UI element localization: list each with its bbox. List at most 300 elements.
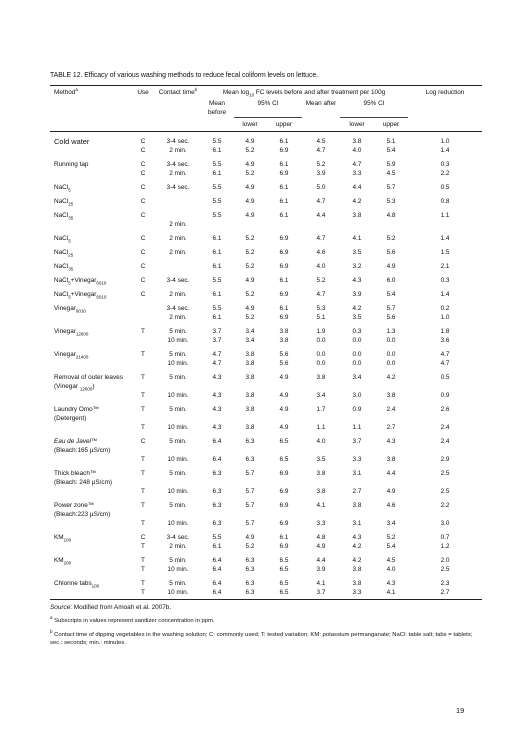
cell-t: 10 min. [167, 565, 189, 573]
cell-u1: 6.9 [279, 542, 289, 550]
source-note: Source: Modified from Amoah et al. 2007b. [50, 603, 172, 611]
cell-ma: 4.7 [316, 290, 326, 298]
cell-lr: 0.9 [440, 391, 450, 399]
cell-ma: 4.4 [316, 211, 326, 219]
cell-mb: 5.5 [212, 183, 222, 191]
cell-ma: 3.4 [316, 391, 326, 399]
cell-t [156, 414, 200, 423]
cell-u2: 3.4 [386, 519, 396, 527]
cell-l2: 4.0 [352, 146, 362, 154]
cell-u2: 4.9 [386, 487, 396, 495]
cell-l2: 4.3 [352, 276, 362, 284]
cell-use [130, 336, 156, 345]
cell-t [156, 257, 200, 271]
method-cell: NaCl$_5$ [54, 183, 71, 192]
cell-ma: 0.0 [316, 350, 326, 358]
cell-u1: 4.9 [279, 391, 289, 399]
method-cell: NaCl$_{35}$ [54, 211, 74, 220]
cell-l2: 3.8 [352, 565, 362, 573]
table-row [50, 478, 482, 487]
cell-u2 [374, 414, 408, 423]
page-number: 19 [456, 706, 465, 715]
cell-lr: 2.3 [440, 579, 450, 587]
cell-ma [302, 510, 340, 519]
cell-l2: 4.3 [352, 533, 362, 541]
document-page [50, 72, 482, 647]
cell-use: T [130, 588, 156, 600]
cell-ma: 5.3 [316, 304, 326, 312]
cell-t: 10 min. [167, 359, 189, 367]
cell-lr [408, 478, 482, 487]
cell-l1 [234, 382, 266, 391]
cell-u2: 1.3 [386, 327, 396, 335]
cell-ma: 4.8 [316, 533, 326, 541]
header-method: Method$^a$ [50, 86, 130, 98]
cell-ma: 4.9 [316, 542, 326, 550]
cell-u2: 4.3 [386, 437, 396, 445]
cell-u1: 6.5 [279, 437, 289, 445]
header-contact-time: Contact time$^b$ [156, 86, 200, 98]
cell-l2: 3.8 [352, 137, 362, 145]
cell-use: T [141, 519, 145, 527]
cell-u2: 5.7 [386, 183, 396, 191]
cell-l2: 2.7 [352, 487, 362, 495]
cell-u1: 6.5 [279, 556, 289, 564]
cell-t [156, 446, 200, 455]
cell-mb: 6.4 [212, 556, 222, 564]
header-lower-before: lower [234, 117, 266, 131]
cell-ma [302, 382, 340, 391]
cell-ma: 1.1 [316, 423, 326, 431]
table-row [50, 271, 482, 285]
cell-l1: 3.8 [245, 391, 255, 399]
cell-lr: 4.7 [440, 359, 450, 367]
table-row [50, 510, 482, 519]
cell-l2: 3.0 [352, 391, 362, 399]
method-cell: (Vinegar $_{12600}$) [54, 382, 95, 391]
cell-u2: 4.8 [386, 211, 396, 219]
cell-lr: 2.4 [440, 423, 450, 431]
washing-methods-table [50, 85, 482, 600]
cell-t: 2 min. [169, 248, 187, 256]
cell-u1: 6.9 [279, 248, 289, 256]
cell-l1: 6.3 [234, 588, 266, 600]
cell-use: T [141, 391, 145, 399]
cell-ma: 4.1 [316, 501, 326, 509]
cell-ma: 3.9 [316, 169, 326, 177]
cell-lr [408, 414, 482, 423]
cell-ma: 0.0 [316, 359, 326, 367]
cell-l1: 5.2 [245, 146, 255, 154]
method-cell: NaCl$_5$+Vinegar$_{6010}$ [54, 290, 107, 299]
cell-u1: 6.9 [279, 501, 289, 509]
cell-mb [200, 510, 234, 519]
cell-t: 2 min. [169, 234, 187, 242]
cell-l1: 5.7 [245, 501, 255, 509]
cell-ma: 4.7 [316, 146, 326, 154]
cell-lr: 1.0 [440, 313, 450, 321]
cell-mb: 4.7 [212, 350, 222, 358]
method-cell [50, 220, 130, 229]
method-cell [50, 519, 130, 528]
cell-use [130, 313, 156, 322]
cell-lr: 4.7 [440, 350, 450, 358]
cell-t: 3-4 sec. [166, 137, 190, 145]
cell-l2: 3.9 [352, 290, 362, 298]
method-cell [50, 487, 130, 496]
cell-use: T [141, 423, 145, 431]
cell-ma: 3.9 [316, 565, 326, 573]
cell-u2 [374, 220, 408, 229]
method-cell: Chlorine tabs$_{100}$ [54, 579, 100, 588]
cell-use [130, 382, 156, 391]
cell-ma: 1.7 [316, 405, 326, 413]
cell-lr: 0.2 [440, 304, 450, 312]
method-cell [50, 455, 130, 464]
cell-u2: 5.2 [386, 234, 396, 242]
header-ci-before: 95% CI [234, 97, 302, 117]
cell-t [156, 478, 200, 487]
cell-use: C [140, 197, 146, 205]
cell-lr: 1.4 [440, 234, 450, 242]
method-cell: Vinegar$_{21400}$ [54, 350, 89, 359]
cell-t: 10 min. [167, 336, 189, 344]
cell-t: 5 min. [169, 350, 187, 358]
cell-mb [200, 414, 234, 423]
cell-l1: 6.3 [245, 579, 255, 587]
method-cell [50, 588, 130, 600]
cell-u2: 5.4 [386, 542, 396, 550]
cell-mb: 5.5 [212, 533, 222, 541]
cell-u2: 5.4 [386, 146, 396, 154]
cell-lr: 1.1 [440, 211, 450, 219]
header-log-reduction: Log reduction [408, 86, 482, 98]
table-row [50, 542, 482, 551]
method-cell: $KM_{200}$ [54, 556, 72, 565]
cell-u2: 4.9 [386, 262, 396, 270]
cell-lr: 2.5 [440, 469, 450, 477]
method-cell [50, 359, 130, 368]
cell-ma: 5.2 [316, 160, 326, 168]
cell-u1: 5.6 [279, 350, 289, 358]
cell-l1: 6.3 [245, 437, 255, 445]
cell-mb: 6.1 [212, 146, 222, 154]
cell-t: 5 min. [169, 327, 187, 335]
cell-l2 [340, 510, 374, 519]
cell-l2: 3.5 [352, 248, 362, 256]
cell-l2: 3.3 [352, 455, 362, 463]
cell-l2: 4.2 [352, 304, 362, 312]
cell-ma: 3.5 [316, 455, 326, 463]
cell-ma: 0.0 [316, 336, 326, 344]
cell-ma: 4.7 [316, 234, 326, 242]
cell-use: C [140, 276, 146, 284]
cell-l2: 3.7 [352, 437, 362, 445]
cell-use [130, 414, 156, 423]
cell-l2 [340, 478, 374, 487]
cell-lr: 3.6 [440, 336, 450, 344]
table-row [50, 299, 482, 313]
cell-u1: 6.9 [279, 469, 289, 477]
cell-ma [302, 220, 340, 229]
cell-l1: 4.9 [245, 197, 255, 205]
cell-u2: 0.0 [386, 336, 396, 344]
cell-u2: 5.3 [386, 197, 396, 205]
cell-l1 [234, 478, 266, 487]
cell-l2: 4.2 [352, 542, 362, 550]
method-cell: (Detergent) [54, 414, 87, 422]
cell-l2: 3.3 [352, 169, 362, 177]
header-mean-group: Mean $\log_{10}$ FC levels before and after treatment per 100g [200, 86, 408, 98]
cell-mb: 6.1 [212, 234, 222, 242]
cell-mb: 6.1 [212, 169, 222, 177]
cell-l1 [234, 446, 266, 455]
cell-u1: 6.5 [279, 579, 289, 587]
cell-u1 [266, 446, 302, 455]
cell-use: C [140, 533, 146, 541]
method-cell: Power zone™ [54, 501, 95, 509]
cell-t: 5 min. [169, 405, 187, 413]
cell-lr: 2.2 [440, 501, 450, 509]
method-cell: NaCl$_{25}$ [54, 197, 74, 206]
cell-ma [302, 478, 340, 487]
cell-u2 [374, 478, 408, 487]
cell-mb: 4.7 [212, 359, 222, 367]
cell-ma: 4.0 [316, 437, 326, 445]
cell-lr: 0.5 [440, 373, 450, 381]
method-cell [50, 336, 130, 345]
cell-mb: 6.4 [212, 565, 222, 573]
table-row [50, 220, 482, 229]
cell-ma: 5.0 [316, 183, 326, 191]
cell-mb: 3.7 [212, 327, 222, 335]
cell-lr: 0.3 [440, 276, 450, 284]
cell-ma: 4.4 [316, 556, 326, 564]
method-cell [50, 169, 130, 178]
table-row [50, 565, 482, 574]
cell-use: T [141, 350, 145, 358]
table-row [50, 455, 482, 464]
cell-l2: 3.1 [352, 469, 362, 477]
cell-lr: 2.4 [440, 437, 450, 445]
cell-t: 5 min. [169, 501, 187, 509]
cell-ma: 4.5 [316, 137, 326, 145]
method-cell: Vinegar$_{12600}$ [54, 327, 89, 336]
cell-mb: 4.3 [212, 423, 222, 431]
cell-lr [408, 382, 482, 391]
cell-mb [200, 478, 234, 487]
cell-u1: 6.9 [279, 290, 289, 298]
cell-u1: 3.8 [279, 327, 289, 335]
method-cell: Removal of outer leaves [54, 373, 123, 381]
cell-lr [408, 510, 482, 519]
cell-t: 2 min. [169, 220, 187, 228]
cell-l1: 3.8 [245, 423, 255, 431]
cell-use: C [140, 290, 146, 298]
method-cell [50, 565, 130, 574]
cell-u2: 4.0 [386, 565, 396, 573]
cell-u1 [266, 510, 302, 519]
cell-l2: 3.3 [340, 588, 374, 600]
cell-lr: 2.5 [440, 565, 450, 573]
cell-use: T [141, 455, 145, 463]
cell-ma: 5.2 [316, 276, 326, 284]
cell-lr: 2.9 [440, 455, 450, 463]
cell-u2: 4.5 [386, 556, 396, 564]
cell-t: 5 min. [169, 579, 187, 587]
method-cell: Laundry Omo™ [54, 405, 100, 413]
cell-t: 2 min. [169, 169, 187, 177]
cell-ma: 3.7 [302, 588, 340, 600]
table-row [50, 391, 482, 400]
cell-t: 2 min. [169, 313, 187, 321]
cell-t [156, 382, 200, 391]
cell-l2 [340, 382, 374, 391]
cell-u2: 4.4 [386, 469, 396, 477]
table-row [50, 423, 482, 432]
cell-ma: 4.6 [316, 248, 326, 256]
cell-use: T [141, 579, 145, 587]
cell-mb: 3.7 [212, 336, 222, 344]
method-cell: Running tap [54, 160, 89, 168]
cell-lr: 1.4 [440, 290, 450, 298]
cell-l2: 4.1 [352, 234, 362, 242]
cell-lr: 2.0 [440, 556, 450, 564]
header-lower-after: lower [340, 117, 374, 131]
cell-u1: 5.6 [279, 359, 289, 367]
table-row [50, 345, 482, 359]
cell-mb: 5.5 [212, 137, 222, 145]
table-row [50, 229, 482, 243]
cell-ma: 4.1 [316, 579, 326, 587]
cell-lr: 0.8 [440, 197, 450, 205]
cell-u1: 6.1 [279, 183, 289, 191]
table-row [50, 313, 482, 322]
cell-use: T [141, 373, 145, 381]
cell-l2: 4.2 [352, 197, 362, 205]
cell-u2: 5.1 [386, 137, 396, 145]
cell-u1: 4.9 [279, 373, 289, 381]
cell-u1: 6.1 [279, 160, 289, 168]
cell-lr [408, 446, 482, 455]
cell-l1: 6.3 [245, 565, 255, 573]
method-cell: Cold water [54, 136, 90, 146]
cell-l1 [234, 220, 266, 229]
cell-mb: 6.1 [212, 248, 222, 256]
cell-mb: 6.3 [212, 501, 222, 509]
cell-l1: 5.7 [245, 487, 255, 495]
cell-use: C [140, 137, 146, 145]
cell-u2: 5.7 [386, 304, 396, 312]
cell-l2: 0.9 [352, 405, 362, 413]
table-row [50, 574, 482, 588]
cell-l1: 5.2 [245, 234, 255, 242]
cell-u2: 4.1 [374, 588, 408, 600]
cell-t: 5 min. [169, 556, 187, 564]
cell-u1 [266, 220, 302, 229]
cell-lr: 2.1 [440, 262, 450, 270]
cell-l2: 3.8 [352, 579, 362, 587]
table-row [50, 192, 482, 206]
cell-ma: 4.0 [316, 262, 326, 270]
cell-mb: 6.1 [212, 290, 222, 298]
cell-l2: 3.5 [352, 313, 362, 321]
cell-mb: 6.3 [212, 519, 222, 527]
table-row [50, 131, 482, 146]
cell-use: T [141, 565, 145, 573]
cell-l1: 5.2 [245, 542, 255, 550]
cell-u1: 6.1 [279, 276, 289, 284]
table-caption: TABLE 12. Efficacy of various washing methods to reduce fecal coliform levels on lettuce. [50, 72, 318, 79]
method-cell: NaCl$_{25}$ [54, 248, 74, 257]
method-cell: (Bleach:223 µS/cm) [54, 510, 111, 518]
table-row [50, 446, 482, 455]
method-cell [50, 313, 130, 322]
cell-u1: 6.9 [279, 169, 289, 177]
cell-u1 [266, 414, 302, 423]
cell-l2: 1.1 [352, 423, 362, 431]
cell-use [130, 478, 156, 487]
cell-u2: 4.2 [386, 373, 396, 381]
cell-l1: 6.3 [245, 455, 255, 463]
cell-use: C [140, 160, 146, 168]
cell-l1: 5.2 [245, 290, 255, 298]
cell-mb: 6.1 [212, 262, 222, 270]
cell-lr: 1.2 [440, 542, 450, 550]
cell-ma: 1.9 [316, 327, 326, 335]
cell-ma: 4.7 [316, 197, 326, 205]
cell-l2 [340, 446, 374, 455]
table-row [50, 382, 482, 391]
cell-mb: 6.4 [200, 588, 234, 600]
footnote-a: $^a$ Subscripts in values represent sanitizer concentration in ppm. [50, 614, 215, 624]
header-use: Use [130, 86, 156, 98]
table-body [50, 131, 482, 599]
cell-l1: 6.3 [245, 556, 255, 564]
cell-use [130, 359, 156, 368]
method-cell: Thick bleach™ [54, 469, 97, 477]
cell-l2: 4.2 [352, 556, 362, 564]
cell-mb: 6.1 [212, 313, 222, 321]
cell-t: 10 min. [167, 487, 189, 495]
cell-l1: 4.9 [245, 304, 255, 312]
cell-t: 10 min. [156, 588, 200, 600]
table-row [50, 487, 482, 496]
cell-mb: 6.3 [212, 487, 222, 495]
table-row [50, 336, 482, 345]
header-ci-after: 95% CI [340, 97, 408, 117]
cell-use: T [141, 487, 145, 495]
cell-use [130, 220, 156, 229]
cell-lr: 1.5 [440, 248, 450, 256]
method-cell: (Bleach: 248 µS/cm) [54, 478, 113, 486]
cell-u1: 6.9 [279, 519, 289, 527]
table-row [50, 285, 482, 299]
cell-u2: 4.6 [386, 501, 396, 509]
cell-l2: 3.8 [352, 211, 362, 219]
cell-lr: 2.7 [408, 588, 482, 600]
table-row [50, 243, 482, 257]
header-mean-after: Mean after [305, 100, 337, 107]
cell-u1: 6.1 [279, 197, 289, 205]
cell-u2: 5.6 [386, 313, 396, 321]
cell-l1: 4.9 [245, 276, 255, 284]
cell-u1 [266, 478, 302, 487]
cell-l1: 5.2 [245, 248, 255, 256]
cell-use [130, 299, 156, 313]
table-row [50, 414, 482, 423]
cell-u2 [374, 446, 408, 455]
